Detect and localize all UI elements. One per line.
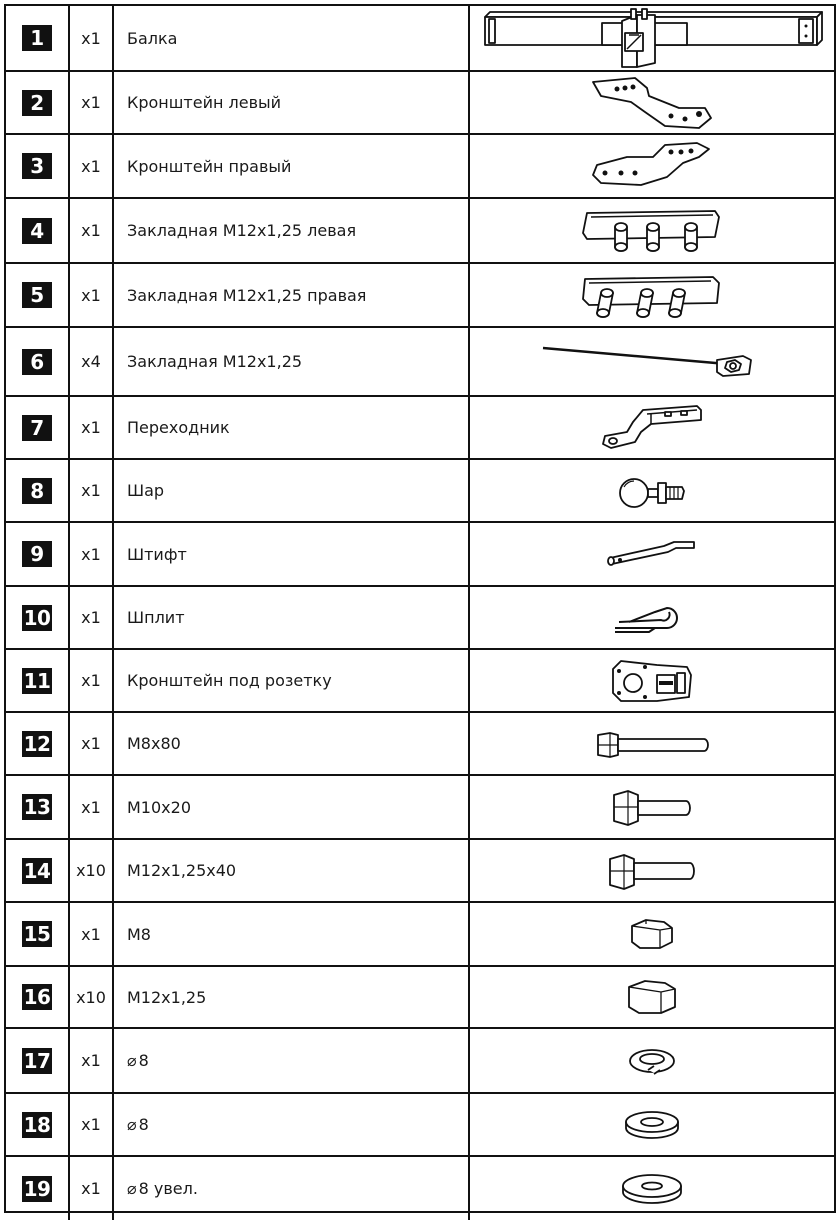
part-name-cell [114, 199, 468, 262]
quantity-label: x1 [81, 1115, 101, 1134]
table-row [6, 328, 834, 397]
table-row [6, 1094, 834, 1157]
part-image-cell [470, 587, 834, 648]
quantity-cell [70, 397, 112, 458]
part-name-cell [114, 1094, 468, 1155]
part-name-label: Закладная М12x1,25 [127, 352, 303, 371]
item-number-badge: 7 [22, 415, 52, 441]
part-name-label: М8 [127, 924, 151, 944]
quantity-cell [70, 72, 112, 133]
diameter-symbol: ⌀ [127, 1115, 137, 1134]
quantity-cell [70, 713, 112, 774]
embedded-nut-wire-icon [537, 342, 767, 382]
diameter-symbol: ⌀ [127, 1179, 137, 1198]
part-name-label: Штифт [127, 544, 187, 564]
part-name-cell [114, 650, 468, 711]
table-row [6, 967, 834, 1029]
part-name-label: Кронштейн под розетку [127, 671, 332, 690]
item-number-cell [6, 1029, 68, 1092]
quantity-cell [70, 523, 112, 585]
quantity-label: x1 [81, 93, 101, 112]
quantity-cell [70, 1029, 112, 1092]
table-row [6, 72, 834, 135]
part-name-label: Шплит [127, 608, 185, 627]
part-image-cell [470, 1029, 834, 1092]
tow-ball-icon [614, 469, 690, 513]
item-number-cell [6, 1094, 68, 1155]
quantity-cell [70, 328, 112, 395]
part-name-cell [114, 587, 468, 648]
part-name-label: М12x1,25 [127, 987, 207, 1007]
quantity-cell [70, 264, 112, 326]
right-bracket-icon [587, 137, 717, 195]
item-number-cell [6, 72, 68, 133]
part-name-label: Переходник [127, 418, 230, 437]
quantity-cell [70, 840, 112, 901]
item-number-badge: 10 [23, 605, 51, 630]
part-name-label: М10x20 [127, 797, 191, 817]
part-name-cell [114, 967, 468, 1027]
item-number-badge: 9 [22, 541, 52, 567]
quantity-label: x1 [81, 924, 101, 944]
quantity-label: x1 [81, 1179, 101, 1198]
part-image-cell [470, 967, 834, 1027]
quantity-label: x1 [81, 671, 101, 690]
long-bolt-icon [592, 727, 712, 761]
item-number-cell [6, 903, 68, 965]
part-name-cell [114, 72, 468, 133]
quantity-cell [70, 903, 112, 965]
part-name-cell [114, 328, 468, 395]
tow-bar-beam-icon [477, 7, 827, 69]
quantity-label: x1 [81, 544, 101, 564]
item-number-cell [6, 397, 68, 458]
part-image-cell [470, 1094, 834, 1155]
part-image-cell [470, 135, 834, 197]
part-name-cell [114, 264, 468, 326]
item-number-badge: 3 [22, 153, 52, 179]
item-number-badge: 16 [23, 985, 51, 1009]
table-row [6, 397, 834, 460]
item-number-badge: 12 [23, 731, 51, 756]
quantity-cell [70, 587, 112, 648]
pin-icon [604, 536, 700, 572]
large-washer-icon [617, 1171, 687, 1207]
item-number-badge: 17 [23, 1048, 51, 1073]
item-number-badge: 8 [22, 478, 52, 504]
part-name-cell [114, 903, 468, 965]
table-row [6, 199, 834, 264]
part-name-label: Балка [127, 28, 178, 48]
table-row [6, 460, 834, 523]
part-name-cell [114, 840, 468, 901]
part-image-cell [470, 903, 834, 965]
table-row [6, 903, 834, 967]
medium-bolt-icon [604, 851, 700, 891]
quantity-cell [70, 1157, 112, 1220]
part-image-cell [470, 776, 834, 838]
quantity-label: x1 [81, 418, 101, 437]
part-name-cell [114, 1029, 468, 1092]
item-number-cell [6, 776, 68, 838]
item-number-cell [6, 713, 68, 774]
table-row [6, 6, 834, 72]
table-row [6, 523, 834, 587]
quantity-label: x10 [76, 861, 106, 880]
table-row [6, 713, 834, 776]
item-number-badge: 15 [23, 922, 51, 946]
table-row [6, 1029, 834, 1094]
part-image-cell [470, 840, 834, 901]
table-row [6, 840, 834, 903]
part-image-cell [470, 523, 834, 585]
part-image-cell [470, 6, 834, 70]
item-number-cell [6, 264, 68, 326]
item-number-cell [6, 967, 68, 1027]
part-name-cell [114, 397, 468, 458]
item-number-badge: 6 [22, 349, 52, 375]
item-number-badge: 13 [23, 795, 51, 819]
cotter-pin-icon [609, 598, 695, 638]
quantity-label: x1 [81, 28, 101, 48]
flat-washer-icon [620, 1108, 684, 1142]
part-name-label: Кронштейн правый [127, 156, 292, 176]
parts-table [4, 4, 836, 1213]
part-name-label: 8 [138, 1051, 149, 1070]
table-row [6, 776, 834, 840]
short-bolt-icon [608, 787, 696, 827]
table-row [6, 264, 834, 328]
part-name-label: 8 увел. [138, 1179, 198, 1198]
socket-bracket-icon [607, 655, 697, 707]
part-name-cell [114, 713, 468, 774]
part-image-cell [470, 397, 834, 458]
item-number-badge: 14 [23, 858, 51, 883]
quantity-cell [70, 776, 112, 838]
item-number-badge: 5 [22, 282, 52, 308]
item-number-cell [6, 328, 68, 395]
quantity-label: x1 [81, 156, 101, 176]
quantity-label: x1 [81, 285, 101, 305]
part-image-cell [470, 328, 834, 395]
table-row [6, 650, 834, 713]
item-number-badge: 11 [23, 668, 51, 693]
quantity-cell [70, 199, 112, 262]
spring-washer-icon [624, 1044, 680, 1078]
left-bracket-icon [587, 74, 717, 132]
part-image-cell [470, 460, 834, 521]
quantity-label: x1 [81, 734, 101, 753]
part-name-label: М12x1,25x40 [127, 861, 237, 880]
item-number-cell [6, 650, 68, 711]
part-image-cell [470, 199, 834, 262]
item-number-badge: 2 [22, 90, 52, 116]
part-image-cell [470, 264, 834, 326]
item-number-cell [6, 840, 68, 901]
part-name-label: Кронштейн левый [127, 93, 282, 112]
item-number-cell [6, 135, 68, 197]
embedded-plate-right-icon [577, 269, 727, 321]
hex-nut-large-icon [621, 975, 683, 1019]
quantity-cell [70, 460, 112, 521]
part-name-cell [114, 6, 468, 70]
quantity-label: x1 [81, 1051, 101, 1070]
item-number-cell [6, 199, 68, 262]
hex-nut-small-icon [624, 914, 680, 954]
quantity-label: x4 [81, 352, 101, 371]
adapter-icon [597, 402, 707, 454]
item-number-cell [6, 1157, 68, 1220]
item-number-badge: 1 [22, 25, 52, 51]
quantity-label: x1 [81, 481, 101, 500]
item-number-cell [6, 587, 68, 648]
part-image-cell [470, 650, 834, 711]
quantity-label: x1 [81, 797, 101, 817]
part-name-cell [114, 135, 468, 197]
quantity-cell [70, 135, 112, 197]
part-name-label: Закладная М12x1,25 левая [127, 221, 357, 240]
quantity-cell [70, 650, 112, 711]
part-name-cell [114, 460, 468, 521]
table-row [6, 135, 834, 199]
part-name-label: 8 [138, 1115, 149, 1134]
embedded-plate-left-icon [577, 205, 727, 257]
part-image-cell [470, 1157, 834, 1220]
quantity-cell [70, 1094, 112, 1155]
item-number-badge: 18 [23, 1112, 51, 1137]
quantity-cell [70, 6, 112, 70]
part-name-cell [114, 523, 468, 585]
part-image-cell [470, 713, 834, 774]
part-name-cell [114, 776, 468, 838]
part-name-label: М8x80 [127, 734, 181, 753]
part-name-label: Закладная М12x1,25 правая [127, 285, 367, 305]
quantity-label: x1 [81, 608, 101, 627]
item-number-cell [6, 460, 68, 521]
quantity-label: x1 [81, 221, 101, 240]
quantity-cell [70, 967, 112, 1027]
item-number-badge: 4 [22, 218, 52, 244]
item-number-cell [6, 6, 68, 70]
quantity-label: x10 [76, 987, 106, 1007]
item-number-cell [6, 523, 68, 585]
table-row [6, 1157, 834, 1220]
part-name-label: Шар [127, 481, 165, 500]
table-row [6, 587, 834, 650]
part-name-cell [114, 1157, 468, 1220]
item-number-badge: 19 [23, 1176, 51, 1201]
part-image-cell [470, 72, 834, 133]
diameter-symbol: ⌀ [127, 1051, 137, 1070]
